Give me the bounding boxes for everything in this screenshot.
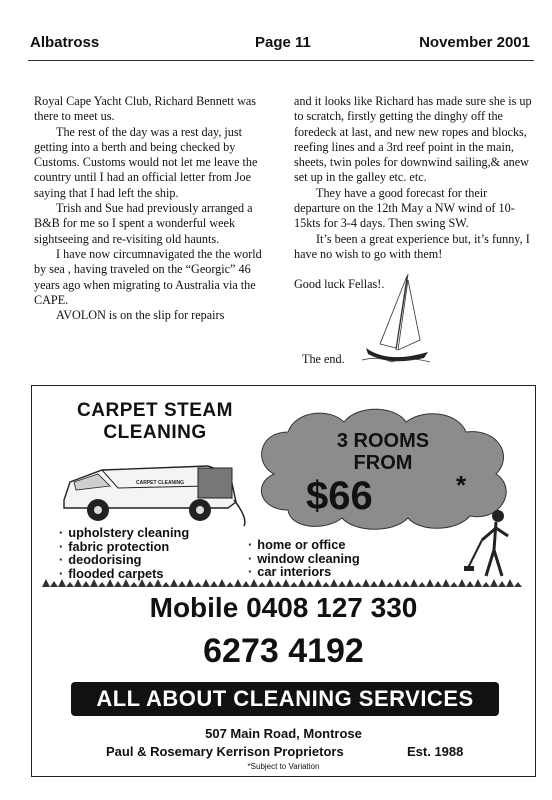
article-column-right <box>294 94 534 293</box>
paragraph: Good luck Fellas!. <box>294 277 385 292</box>
sailboat-icon <box>358 270 436 366</box>
price: $66 <box>306 474 373 518</box>
grass-divider <box>42 579 522 587</box>
services-list-right <box>248 538 360 579</box>
established-year: Est. 1988 <box>407 744 464 759</box>
cleaner-person-icon <box>464 506 524 586</box>
paragraph: They have a good forecast for their departure on the 12th May a NW wind of 10-15kts for 3-4 days. Then swing SW. <box>294 185 515 231</box>
promo-text: 3 ROOMS FROM <box>336 430 430 474</box>
phone-number: 6273 4192 <box>203 632 364 670</box>
paragraph: It’s been a great experience but, it’s funny, I have no wish to go with them! <box>294 231 530 261</box>
paragraph: Royal Cape Yacht Club, Richard Bennett was there to meet us. <box>34 94 257 124</box>
page-number: Page 11 <box>255 34 311 51</box>
header-rule <box>28 60 534 61</box>
address: 507 Main Road, Montrose <box>205 726 362 741</box>
article-column-left <box>34 94 272 323</box>
company-name-banner: ALL ABOUT CLEANING SERVICES <box>71 682 499 716</box>
service-item: · car interiors <box>248 565 360 579</box>
service-item: · upholstery cleaning <box>59 526 189 540</box>
service-item: · home or office <box>248 538 360 552</box>
service-item: · flooded carpets <box>59 567 189 581</box>
paragraph: The rest of the day was a rest day, just getting into a berth and being checked by Customs. Customs would not let me leave the country until I had an official letter from Joe saying that I had left the ship. <box>34 124 258 200</box>
van-icon <box>58 448 246 528</box>
article-closing: The end. <box>302 352 345 366</box>
cleaning-advertisement <box>31 385 536 777</box>
price-asterisk: * <box>456 470 467 500</box>
service-item: · fabric protection <box>59 540 189 554</box>
van-lettering: CARPET CLEANING <box>136 480 185 486</box>
paragraph: I have now circumnavigated the the world by sea , having traveled on the “Georgic” 46 years ago when migrating to Australia via the CAPE. <box>34 246 262 307</box>
paragraph: AVOLON is on the slip for repairs <box>56 308 225 323</box>
newsletter-title: Albatross <box>30 34 100 51</box>
issue-date: November 2001 <box>419 34 530 51</box>
service-item: · window cleaning <box>248 552 360 566</box>
proprietors: Paul & Rosemary Kerrison Proprietors <box>106 744 344 759</box>
paragraph: Trish and Sue had previously arranged a B&B for me so I spent a wonderful week sightseeing and re-visiting old haunts. <box>34 201 253 246</box>
ad-headline: CARPET STEAM CLEANING <box>77 400 233 443</box>
service-item: · deodorising <box>59 553 189 567</box>
mobile-number: Mobile 0408 127 330 <box>149 592 418 623</box>
page-header <box>30 34 530 58</box>
paragraph: and it looks like Richard has made sure she is up to scratch, firstly getting the dinghy off the foredeck at last, and new new ropes and blocks, reefing lines and a 3rd reef point in the main, sheets, twin poles for downwind sailing,& anew set up in the galley etc. etc. <box>294 94 532 185</box>
services-list-left <box>59 526 189 580</box>
price-disclaimer: *Subject to Variation <box>247 762 320 771</box>
